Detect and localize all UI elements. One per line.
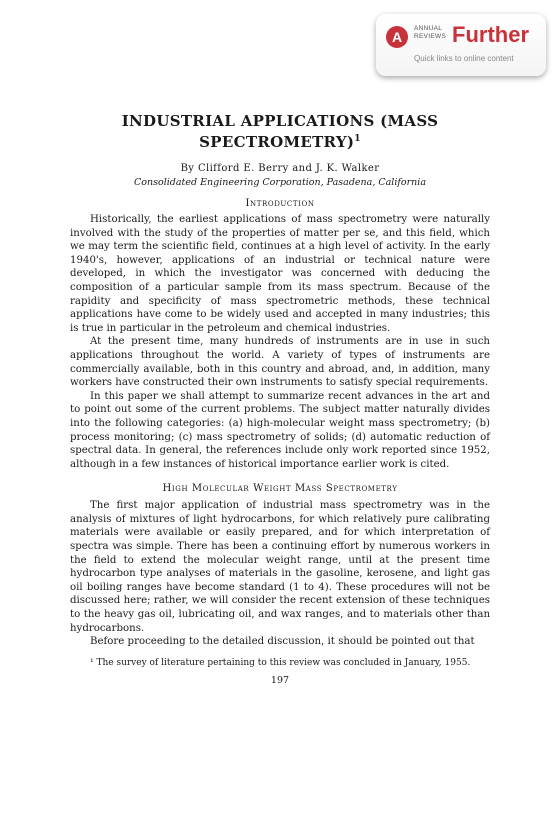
title-line-1: INDUSTRIAL APPLICATIONS (MASS [121,112,439,130]
title-footnote-mark: 1 [354,134,361,144]
title-line-2: SPECTROMETRY) [199,133,355,151]
paragraph: Historically, the earliest applications of mass spectrometry were naturally involved with the study of the properties of matter per se, and this field, which we may term the scientific field, continues at a high level of activity. In the early 1940's, however, applications of an industrial or technical nature were developed, in which the investigator was concerned with deducing the composition of a particular sample from its mass spectrum. Because of the rapidity and specificity of mass spectrometric methods, these technical applications have come to be widely used and accepted in many industries; this is true in particular in the petroleum and chemical industries. [70,214,490,334]
further-label: Further [452,22,529,47]
section-heading-high-mw: High Molecular Weight Mass Spectrometry [162,483,398,495]
annual-reviews-further-badge[interactable] [376,14,546,76]
section-heading-introduction: Introduction [245,198,315,209]
quick-links-link[interactable]: Quick links to online content [414,54,514,63]
brand-line-2: REVIEWS [414,33,447,40]
footnote: ¹ The survey of literature pertaining to this review was concluded in January, 1955. [90,657,471,668]
paragraph: The first major application of industrial mass spectrometry was in the analysis of mixtures of light hydrocarbons, for which relatively pure calibrating materials were available or easily prepared, and for which interpretation of spectra was simple. There has been a continuing effort by numerous workers in the field to extend the molecular weight range, until at the present time hydrocarbon type analyses of materials in the gasoline, kerosene, and light gas oil boiling ranges have become standard (1 to 4). These procedures will not be discussed here; rather, we will consider the recent extension of these techniques to the heavy gas oil, lubricating oil, and wax ranges, and to materials other than hydrocarbons. [70,500,490,634]
paragraph: Before proceeding to the detailed discussion, it should be pointed out that [90,636,475,648]
paragraph: At the present time, many hundreds of instruments are in use in such applications throughout the world. A variety of types of instruments are commercially available, both in this country and abroad, and, in addition, many workers have constructed their own instruments to satisfy special requirements. [70,336,490,389]
affiliation: Consolidated Engineering Corporation, Pasadena, California [134,177,426,188]
authors: By Clifford E. Berry and J. K. Walker [180,163,380,174]
article-title [70,112,490,151]
brand-line-1: ANNUAL [414,25,443,32]
article-page [70,112,490,686]
paragraph: In this paper we shall attempt to summarize recent advances in the art and to point out some of the current problems. The subject matter naturally divides into the following categories: (a) high-molecular weight mass spectrometry; (b) process monitoring; (c) mass spectrometry of solids; (d) automatic reduction of spectral data. In general, the references include only work reported since 1952, although in a few instances of historical importance earlier work is cited. [70,390,490,470]
annual-reviews-logo-icon [386,26,408,48]
page-number: 197 [270,674,290,686]
logo-letter: A [391,29,403,45]
annual-reviews-wordmark [414,25,446,41]
